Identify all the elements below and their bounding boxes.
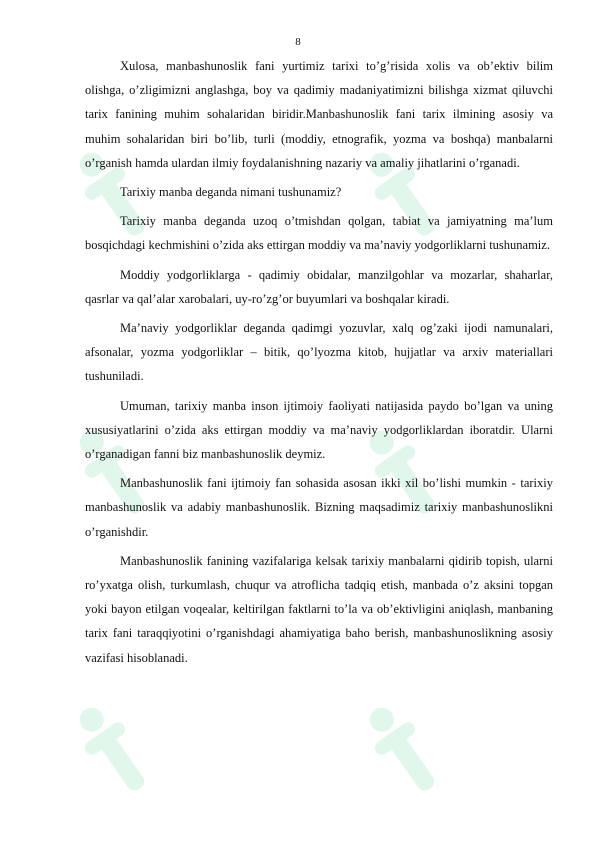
paragraph-question: Tarixiy manba deganda nimani tushunamiz? <box>120 185 342 200</box>
paragraph-material-monuments: Moddiy yodgorliklarga - qadimiy obidalar, manzilgohlar va mozarlar, shaharlar, qasrlar va qal’alar xarobalari, uy-ro’zg’or buyumlari va boshqalar kiradi. <box>85 267 553 306</box>
paragraph-spiritual-monuments: Ma’naviy yodgorliklar deganda qadimgi yozuvlar, xalq og’zaki ijodi namunalari, afsonalar, yozma yodgorliklar – bitik, qo’lyozma kitob, hujjatlar va arxiv materiallari tushuniladi. <box>85 321 553 384</box>
logo-watermark-icon <box>78 695 148 805</box>
paragraph-tasks: Manbashunoslik fanining vazifalariga kelsak tarixiy manbalarni qidirib topish, ularni ro’yxatga olish, turkumlash, chuqur va atroflicha tadqiq etish, manbada o’z aksini topgan yoki bayon etilgan voqealar, keltirilgan faktlarni to’la va ob’ektivligini aniqlash, manbaning tarix fani taraqqiyotini o’rganishdagi ahamiyatiga baho berish, manbashunoslikning asosiy vazifasi hisoblanadi. <box>85 553 553 665</box>
paragraph-summary: Umuman, tarixiy manba inson ijtimoiy faoliyati natijasida paydo bo’lgan va uning xususiyatlarini o’zida aks ettirgan moddiy va ma’naviy yodgorliklardan iboratdir. Ularni o’rganadigan fanni biz manbashunoslik deymiz. <box>85 398 553 462</box>
paragraph-types: Manbashunoslik fani ijtimoiy fan sohasida asosan ikki xil bo’lishi mumkin - tarixiy manbashunoslik va adabiy manbashunoslik. Bizning maqsadimiz tarixiy manbashunoslikni o’rganishdir. <box>85 476 553 539</box>
paragraph-conclusion: Xulosa, manbashunoslik fani yurtimiz tarixi to’g’risida xolis va ob’ektiv bilim olishga, o’zligimizni anglashga, boy va qadimiy madaniyatimizni bilishga xizmat qiluvchi tarix fanining muhim sohalaridan biridir.Manbashunoslik fani tarix ilmining asosiy va muhim sohalaridan biri bo’lib, turli (moddiy, etnografik, yozma va boshqa) manbalarni o’rganish hamda ulardan ilmiy foydalanishning nazariy va amaliy jihatlarini o’rganadi. <box>85 59 553 170</box>
page-number: 8 <box>295 36 301 48</box>
logo-watermark-icon <box>368 695 438 805</box>
document-body <box>85 54 553 675</box>
paragraph-definition: Tarixiy manba deganda uzoq o’tmishdan qolgan, tabiat va jamiyatning ma’lum bosqichdagi kechmishini o’zida aks ettirgan moddiy va ma’naviy yodgorliklarni tushunamiz. <box>85 214 553 253</box>
